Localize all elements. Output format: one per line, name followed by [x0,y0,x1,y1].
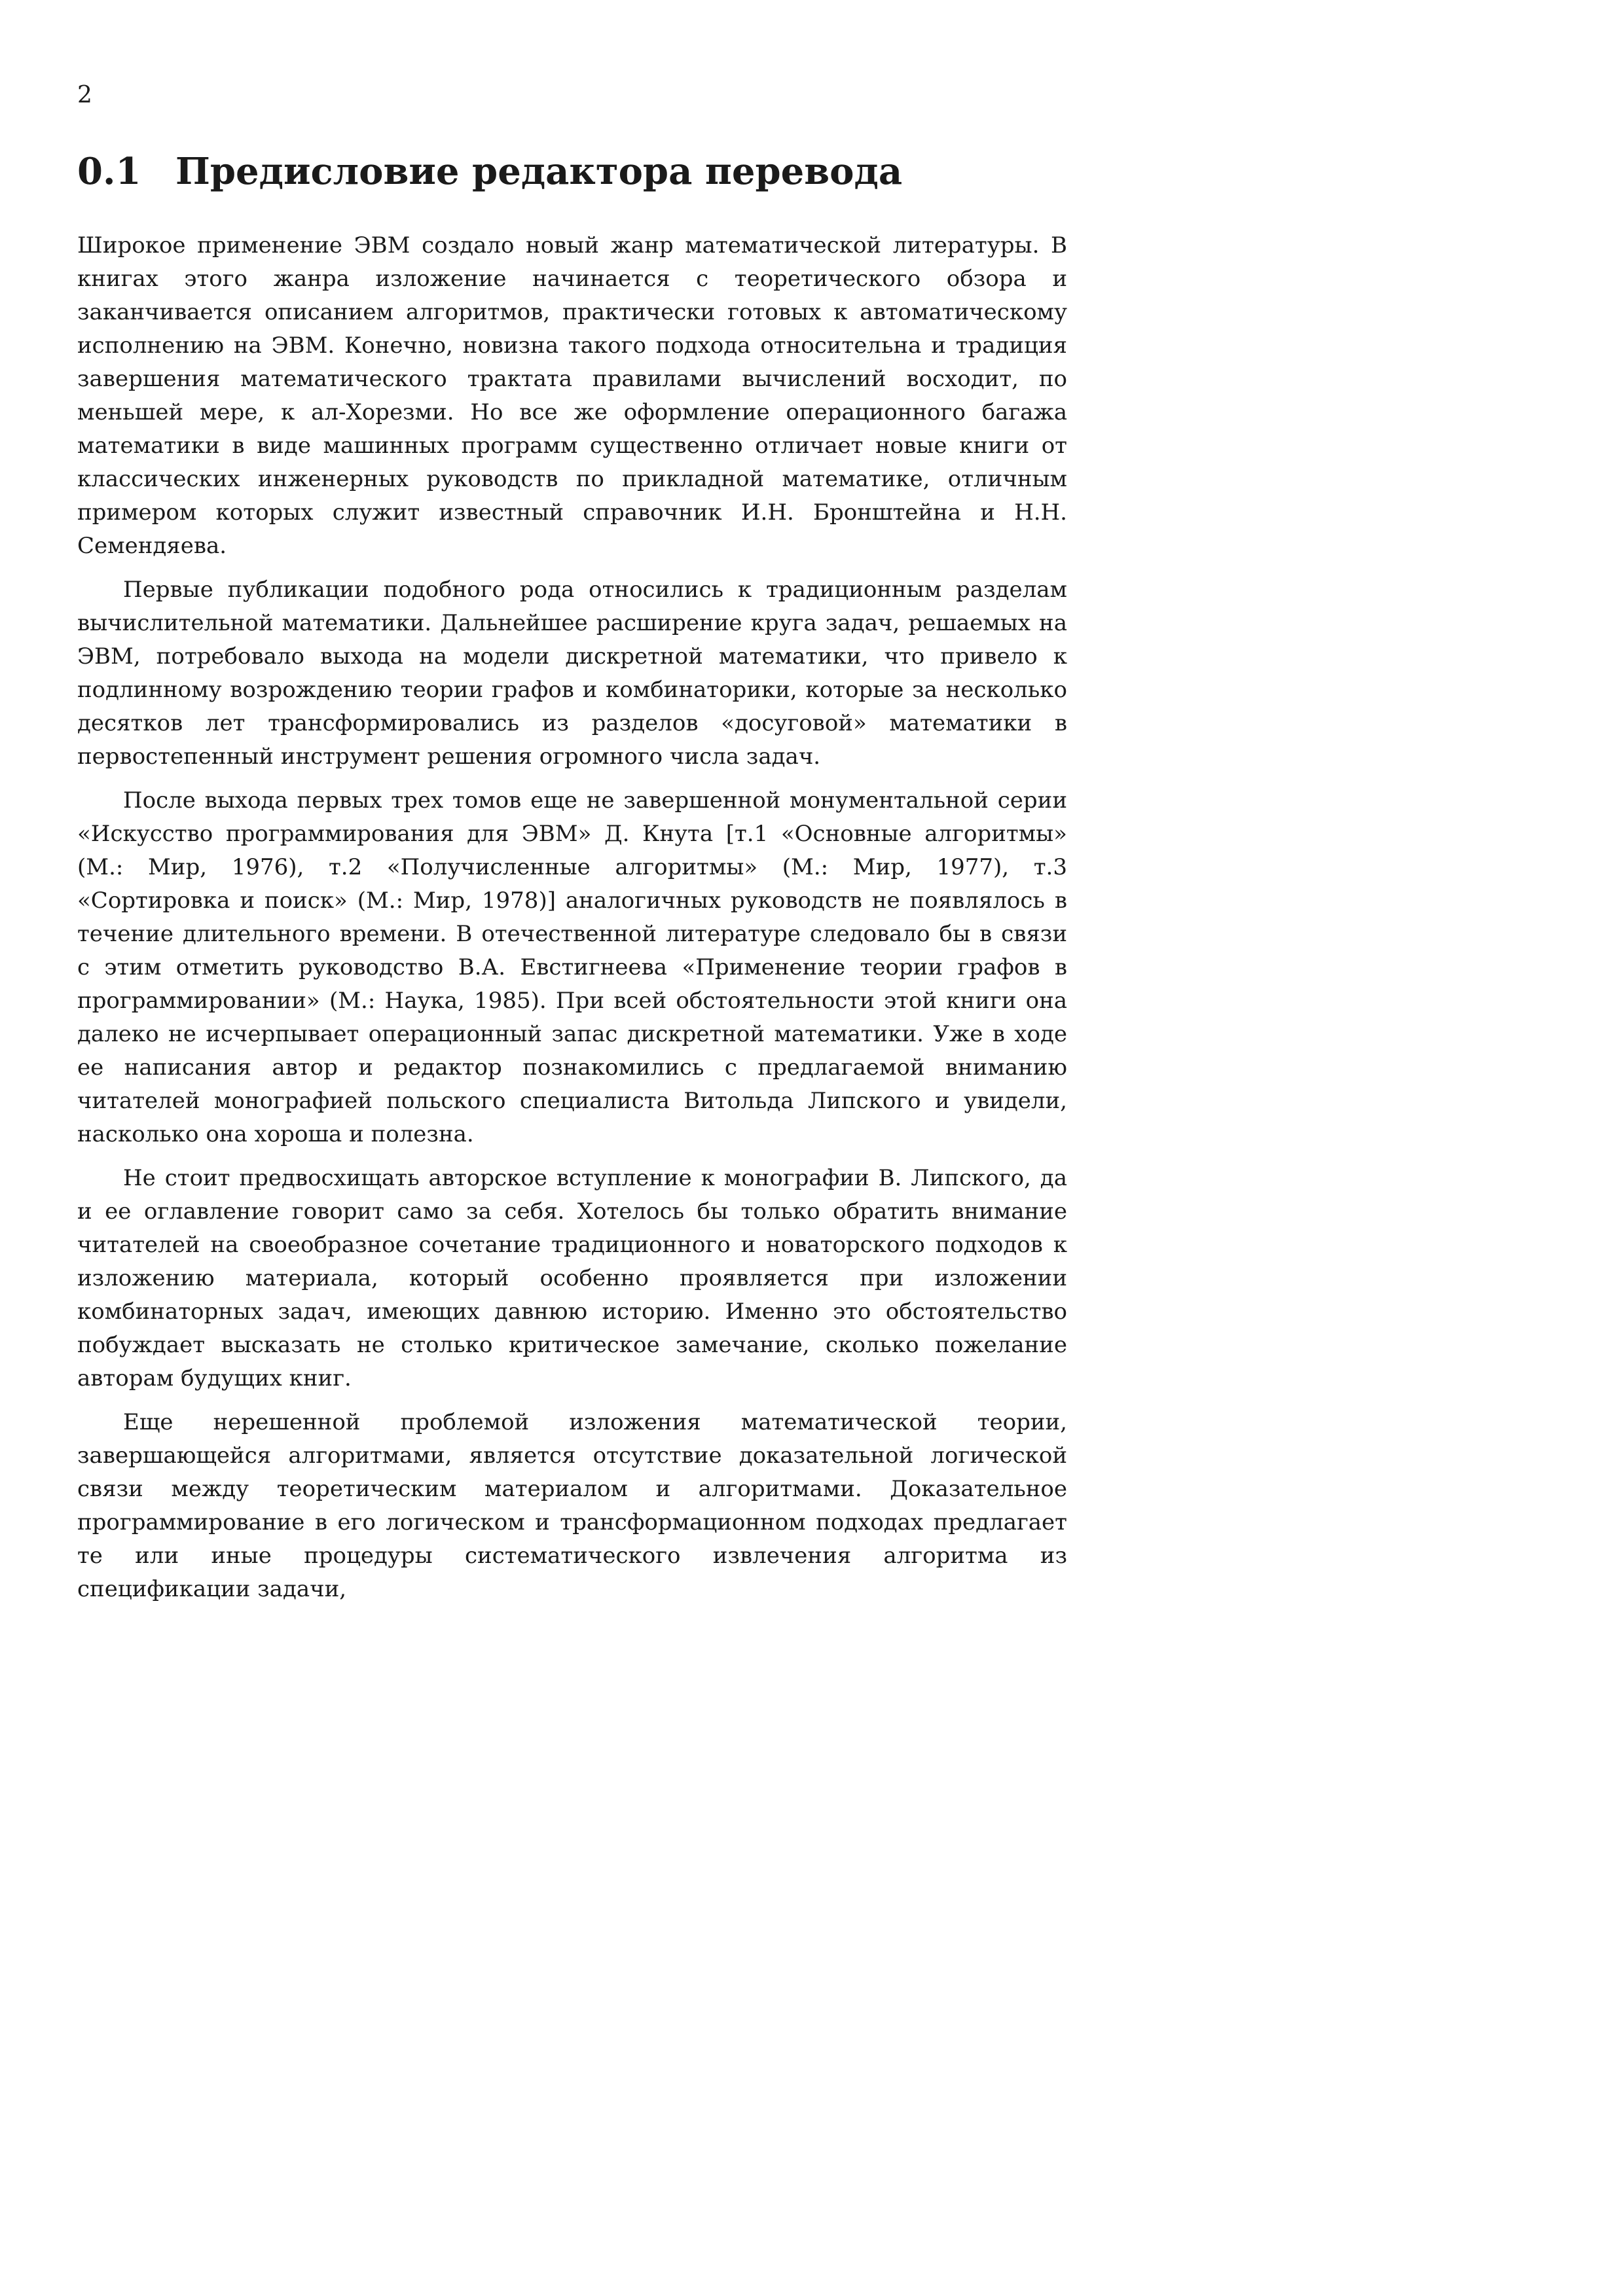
page-number: 2 [77,82,92,109]
section-number: 0.1 [77,150,141,193]
paragraph-4: Не стоит предвосхищать авторское вступление к монографии В. Липского, да и ее оглавление говорит само за себя. Хотелось бы только обратить внимание читателей на своеобразное сочетание традиционного и новаторского подходов к изложению материала, который особенно проявляется при изложении комбинаторных задач, имеющих давнюю историю. Именно это обстоятельство побуждает высказать не столько критическое замечание, сколько пожелание авторам будущих книг. [77,1165,1067,1391]
body-text [77,229,1067,1617]
paragraph-5: Еще нерешенной проблемой изложения математической теории, завершающейся алгоритмами, является отсутствие доказательной логической связи между теоретическим материалом и алгоритмами. Доказательное программирование в его логическом и трансформационном подходах предлагает те или иные процедуры систематического извлечения алгоритма из спецификации задачи, [77,1409,1067,1602]
paragraph-3: После выхода первых трех томов еще не завершенной монументальной серии «Искусство программирования для ЭВМ» Д. Кнута [т.1 «Основные алгоритмы» (М.: Мир, 1976), т.2 «Получисленные алгоритмы» (М.: Мир, 1977), т.3 «Сортировка и поиск» (М.: Мир, 1978)] аналогичных руководств не появлялось в течение длительного времени. В отечественной литературе следовало бы в связи с этим отметить руководство В.А. Евстигнеева «Применение теории графов в программировании» (М.: Наука, 1985). При всей обстоятельности этой книги она далеко не исчерпывает операционный запас дискретной математики. Уже в ходе ее написания автор и редактор познакомились с предлагаемой вниманию читателей монографией польского специалиста Витольда Липского и увидели, насколько она хороша и полезна. [77,787,1067,1147]
paragraph-2: Первые публикации подобного рода относились к традиционным разделам вычислительной математики. Дальнейшее расширение круга задач, решаемых на ЭВМ, потребовало выхода на модели дискретной математики, что привело к подлинному возрождению теории графов и комбинаторики, которые за несколько десятков лет трансформировались из разделов «досуговой» математики в первостепенный инструмент решения огромного числа задач. [77,577,1067,770]
paragraph-1: Широкое применение ЭВМ создало новый жанр математической литературы. В книгах этого жанра изложение начинается с теоретического обзора и заканчивается описанием алгоритмов, практически готовых к автоматическому исполнению на ЭВМ. Конечно, новизна такого подхода относительна и традиция завершения математического трактата правилами вычислений восходит, по меньшей мере, к ал-Хорезми. Но все же оформление операционного багажа математики в виде машинных программ существенно отличает новые книги от классических инженерных руководств по прикладной математике, отличным примером которых служит известный справочник И.Н. Бронштейна и Н.Н. Семендяева. [77,232,1067,559]
section-title: Предисловие редактора перевода [175,150,903,193]
section-heading [77,152,902,192]
